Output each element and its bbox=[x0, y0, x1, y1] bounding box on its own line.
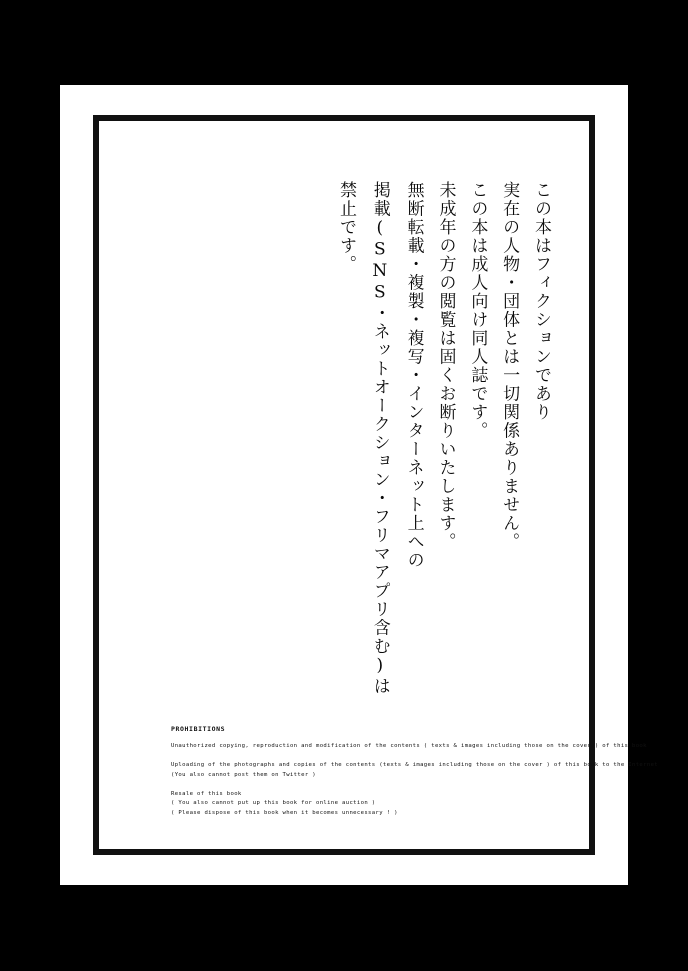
paper-sheet bbox=[60, 85, 659, 885]
prohibitions-heading: PROHIBITIONS bbox=[171, 725, 226, 734]
prohibitions-block bbox=[171, 725, 659, 819]
notice-line-6: 掲載(SNS・ネットオークション・フリマアプリ含む)は bbox=[369, 181, 390, 696]
prohibitions-paragraph-3 bbox=[171, 790, 591, 819]
notice-line-4: 未成年の方の閲覧は固くお断りいたします。 bbox=[435, 181, 456, 551]
japanese-notice-block bbox=[320, 181, 549, 741]
notice-line-2: 実在の人物・団体とは一切関係ありません。 bbox=[499, 181, 520, 551]
prohibitions-line: (You also cannot post them on Twitter ) bbox=[171, 771, 316, 778]
notice-line-7: 禁止です。 bbox=[335, 181, 356, 274]
notice-line-3: この本は成人向け同人誌です。 bbox=[467, 181, 488, 440]
notice-line-5: 無断転載・複製・複写・インターネット上への bbox=[403, 181, 424, 570]
prohibitions-line: Resale of this book bbox=[171, 790, 242, 797]
prohibitions-line: Unauthorized copying, reproduction and modification of the contents ( texts & images including those on the cover ) of this book bbox=[171, 743, 647, 750]
prohibitions-paragraph-2 bbox=[171, 761, 659, 781]
prohibitions-paragraph-1 bbox=[171, 742, 647, 752]
page-frame-border bbox=[93, 115, 659, 855]
notice-line-1: この本はフィクションであり bbox=[531, 181, 551, 422]
prohibitions-line: ( Please dispose of this book when it becomes unnecessary ! ) bbox=[171, 810, 398, 817]
prohibitions-line: Uploading of the photographs and copies of the contents (texts & images including those on the cover ) of this book to the Internet bbox=[171, 762, 659, 769]
prohibitions-line: ( You also cannot put up this book for online auction ) bbox=[171, 800, 376, 807]
